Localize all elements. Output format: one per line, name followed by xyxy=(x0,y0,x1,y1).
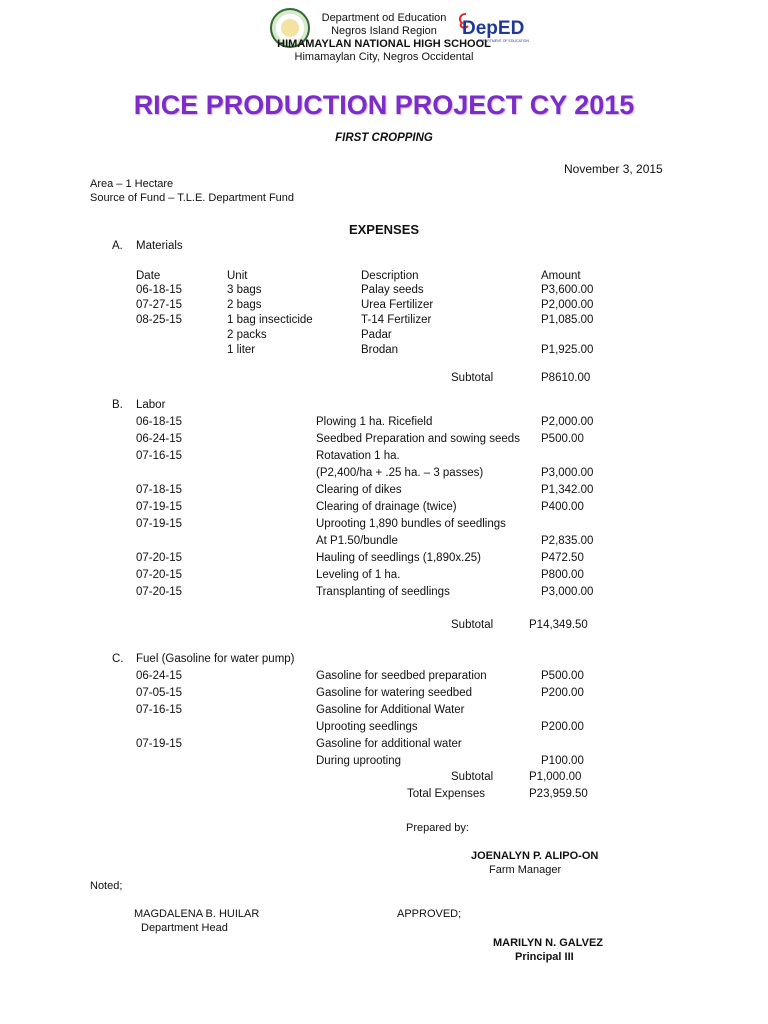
row-description: Clearing of dikes xyxy=(316,484,402,496)
row-amount: P2,000.00 xyxy=(541,299,594,311)
row-date: 08-25-15 xyxy=(136,314,183,326)
row-description: T-14 Fertilizer xyxy=(361,314,432,326)
row-amount: P1,342.00 xyxy=(541,484,594,496)
row-amount: P3,000.00 xyxy=(541,586,594,598)
table-row xyxy=(0,299,768,315)
row-amount: P200.00 xyxy=(541,687,584,699)
row-unit: 1 bag insecticide xyxy=(227,314,313,326)
noter-title: Department Head xyxy=(141,922,228,934)
row-date: 06-24-15 xyxy=(136,433,183,445)
table-row xyxy=(0,721,768,737)
row-amount: P2,835.00 xyxy=(541,535,594,547)
approved-label: APPROVED; xyxy=(397,908,462,920)
fuel-subtotal-row xyxy=(0,771,768,787)
row-amount: P3,600.00 xyxy=(541,284,594,296)
header-city: Himamaylan City, Negros Occidental xyxy=(294,51,474,63)
svg-text:DEPARTMENT OF EDUCATION: DEPARTMENT OF EDUCATION xyxy=(478,39,529,43)
table-row xyxy=(0,416,768,432)
table-row xyxy=(0,670,768,686)
header-school: HIMAMAYLAN NATIONAL HIGH SCHOOL xyxy=(277,38,491,50)
row-amount: P200.00 xyxy=(541,721,584,733)
row-unit: 2 bags xyxy=(227,299,262,311)
row-description: Gasoline for additional water xyxy=(316,738,462,750)
row-date: 06-18-15 xyxy=(136,284,183,296)
header-description: Description xyxy=(361,270,419,282)
row-date: 07-20-15 xyxy=(136,569,183,581)
subtotal-value: P8610.00 xyxy=(541,372,591,384)
table-row xyxy=(0,467,768,483)
row-description: Plowing 1 ha. Ricefield xyxy=(316,416,433,428)
area-line: Area – 1 Hectare xyxy=(90,178,174,190)
row-description: At P1.50/bundle xyxy=(316,535,398,547)
table-row xyxy=(0,569,768,585)
subtotal-value: P1,000.00 xyxy=(529,771,582,783)
subtotal-label: Subtotal xyxy=(451,372,494,384)
header-amount: Amount xyxy=(541,270,581,282)
subtotal-label: Subtotal xyxy=(451,771,494,783)
fuel-heading xyxy=(0,653,768,669)
row-date: 07-05-15 xyxy=(136,687,183,699)
row-date: 07-19-15 xyxy=(136,738,183,750)
table-row xyxy=(0,501,768,517)
row-description: Gasoline for Additional Water xyxy=(316,704,465,716)
page-title: RICE PRODUCTION PROJECT CY 2015 xyxy=(133,90,635,120)
subtotal-value: P14,349.50 xyxy=(529,619,588,631)
table-row xyxy=(0,450,768,466)
table-row xyxy=(0,586,768,602)
row-date: 07-20-15 xyxy=(136,586,183,598)
row-amount: P1,085.00 xyxy=(541,314,594,326)
row-description: Padar xyxy=(361,329,392,341)
deped-logo-icon xyxy=(456,10,529,44)
expenses-heading: EXPENSES xyxy=(348,222,420,237)
section-letter: C. xyxy=(112,653,124,665)
table-row xyxy=(0,738,768,754)
section-title: Labor xyxy=(136,399,166,411)
prepared-by-label: Prepared by: xyxy=(406,822,469,834)
materials-heading xyxy=(0,240,768,256)
row-description: Gasoline for watering seedbed xyxy=(316,687,472,699)
table-row xyxy=(0,755,768,771)
preparer-name: JOENALYN P. ALIPO-ON xyxy=(471,850,599,862)
row-description: Hauling of seedlings (1,890x.25) xyxy=(316,552,481,564)
row-amount: P3,000.00 xyxy=(541,467,594,479)
subtitle: FIRST CROPPING xyxy=(335,132,433,144)
row-description: Urea Fertilizer xyxy=(361,299,434,311)
labor-subtotal-row xyxy=(0,619,768,635)
header-region: Negros Island Region xyxy=(331,25,437,37)
row-description: Gasoline for seedbed preparation xyxy=(316,670,487,682)
row-date: 07-19-15 xyxy=(136,501,183,513)
row-description: Brodan xyxy=(361,344,399,356)
preparer-title: Farm Manager xyxy=(489,864,562,876)
row-amount: P1,925.00 xyxy=(541,344,594,356)
row-date: 07-19-15 xyxy=(136,518,183,530)
noted-label: Noted; xyxy=(90,880,123,892)
table-row xyxy=(0,314,768,330)
row-description: Palay seeds xyxy=(361,284,424,296)
header-date: Date xyxy=(136,270,161,282)
table-row xyxy=(0,329,768,345)
row-date: 07-20-15 xyxy=(136,552,183,564)
fund-line: Source of Fund – T.L.E. Department Fund xyxy=(90,192,295,204)
table-row xyxy=(0,535,768,551)
svg-text:DepED: DepED xyxy=(462,18,525,39)
section-title: Fuel (Gasoline for water pump) xyxy=(136,653,295,665)
row-amount: P500.00 xyxy=(541,670,584,682)
row-description: Rotavation 1 ha. xyxy=(316,450,400,462)
approver-name: MARILYN N. GALVEZ xyxy=(493,937,604,949)
row-date: 06-18-15 xyxy=(136,416,183,428)
row-amount: P100.00 xyxy=(541,755,584,767)
row-description: Transplanting of seedlings xyxy=(316,586,450,598)
noter-name: MAGDALENA B. HUILAR xyxy=(134,908,260,920)
table-row xyxy=(0,284,768,300)
row-description: Clearing of drainage (twice) xyxy=(316,501,457,513)
row-amount: P2,000.00 xyxy=(541,416,594,428)
document-date: November 3, 2015 xyxy=(564,162,663,176)
row-description: Uprooting 1,890 bundles of seedlings xyxy=(316,518,506,530)
row-amount: P400.00 xyxy=(541,501,584,513)
subtotal-label: Subtotal xyxy=(451,619,494,631)
row-amount: P800.00 xyxy=(541,569,584,581)
row-unit: 1 liter xyxy=(227,344,256,356)
approver-title: Principal III xyxy=(515,951,574,963)
row-description: Seedbed Preparation and sowing seeds xyxy=(316,433,520,445)
table-row xyxy=(0,704,768,720)
table-row xyxy=(0,552,768,568)
total-label: Total Expenses xyxy=(407,788,485,800)
total-expenses-row xyxy=(0,788,768,804)
section-title: Materials xyxy=(136,240,183,252)
row-description: During uprooting xyxy=(316,755,402,767)
labor-heading xyxy=(0,399,768,415)
header-department: Department od Education xyxy=(321,12,447,24)
table-row xyxy=(0,484,768,500)
table-row xyxy=(0,344,768,360)
row-description: Uprooting seedlings xyxy=(316,721,418,733)
row-amount: P472.50 xyxy=(541,552,584,564)
row-unit: 3 bags xyxy=(227,284,262,296)
table-row xyxy=(0,518,768,534)
section-letter: B. xyxy=(112,399,123,411)
row-date: 07-16-15 xyxy=(136,704,183,716)
materials-subtotal-row xyxy=(0,372,768,388)
row-amount: P500.00 xyxy=(541,433,584,445)
table-row xyxy=(0,433,768,449)
row-unit: 2 packs xyxy=(227,329,267,341)
row-date: 07-27-15 xyxy=(136,299,183,311)
section-letter: A. xyxy=(112,240,123,252)
row-description: (P2,400/ha + .25 ha. – 3 passes) xyxy=(316,467,484,479)
header-unit: Unit xyxy=(227,270,248,282)
row-date: 07-18-15 xyxy=(136,484,183,496)
row-date: 07-16-15 xyxy=(136,450,183,462)
table-row xyxy=(0,687,768,703)
total-value: P23,959.50 xyxy=(529,788,588,800)
row-date: 06-24-15 xyxy=(136,670,183,682)
row-description: Leveling of 1 ha. xyxy=(316,569,401,581)
